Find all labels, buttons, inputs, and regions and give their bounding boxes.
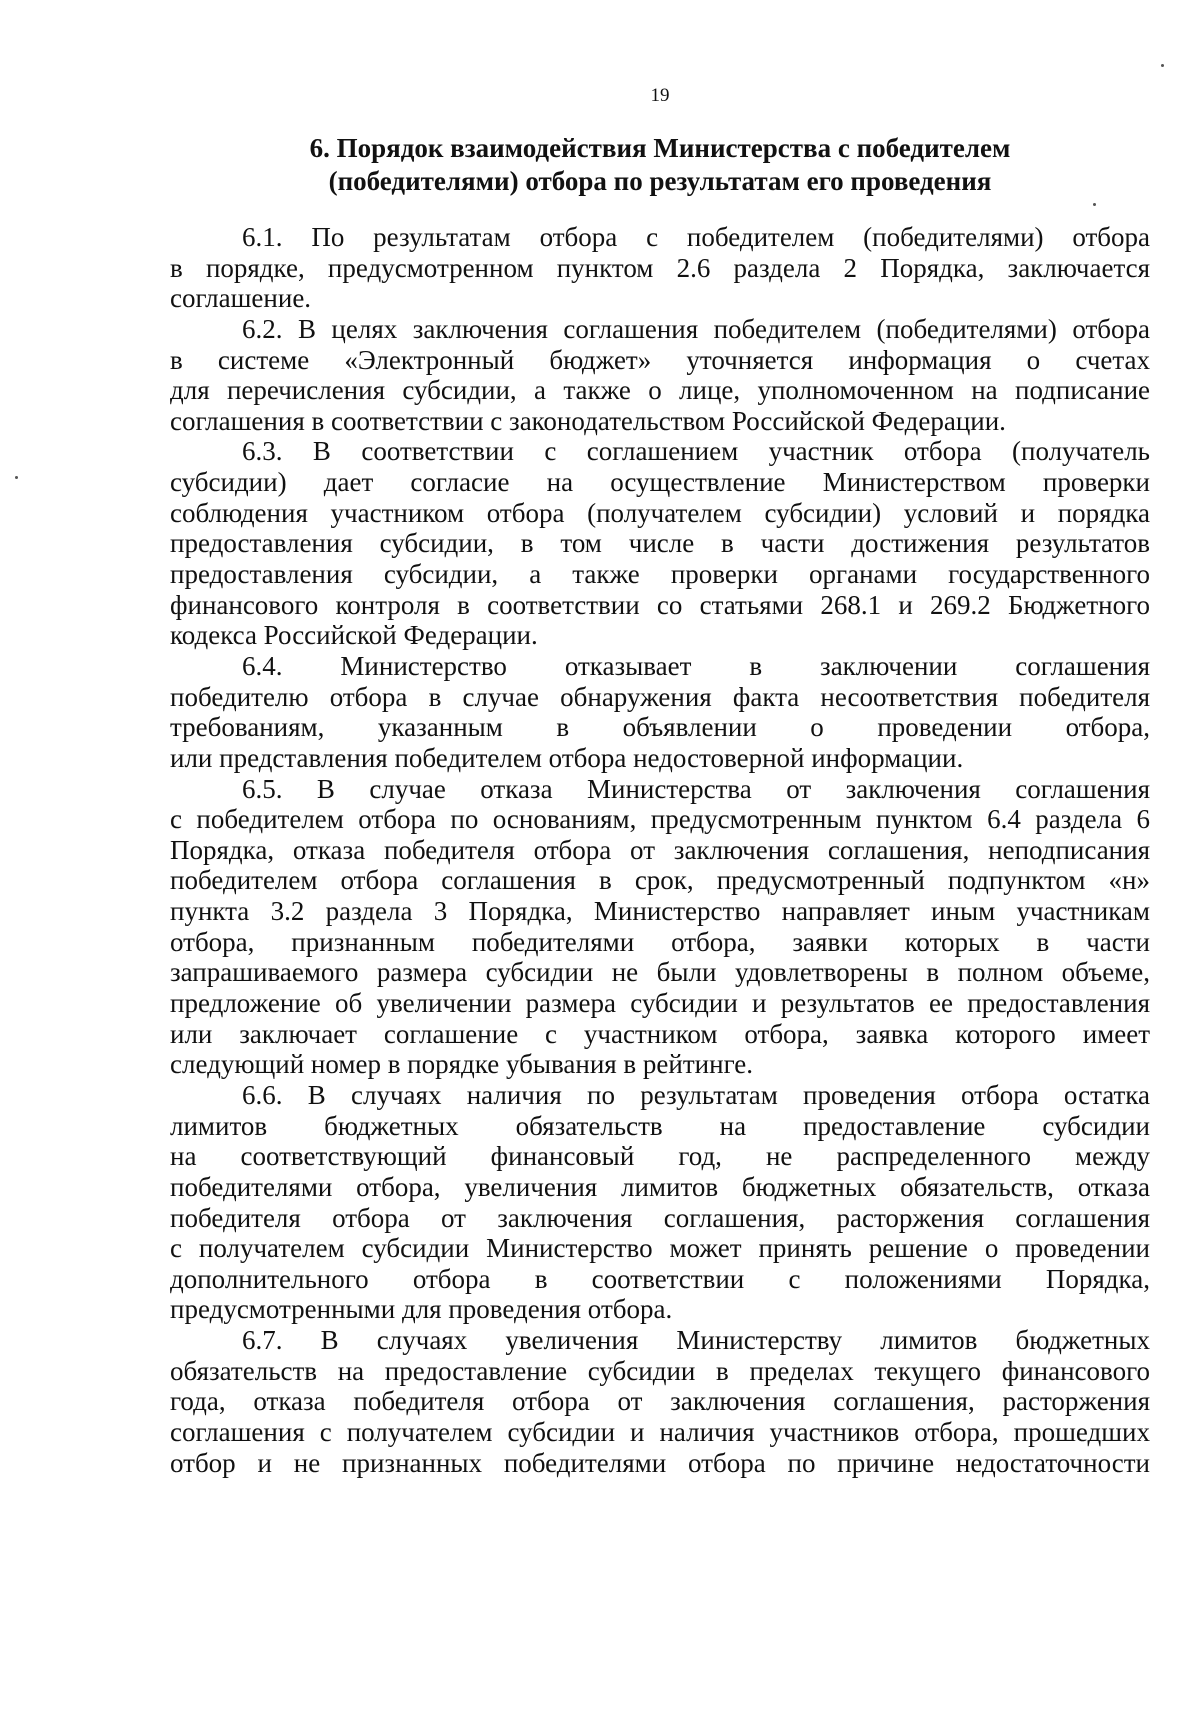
- paragraph-line: победителю отбора в случае обнаружения факта несоответствия победителя: [170, 681, 1150, 712]
- paragraph-line: соглашения в соответствии с законодательством Российской Федерации.: [170, 405, 1006, 436]
- paragraph-line: или представления победителем отбора недостоверной информации.: [170, 742, 964, 773]
- paragraph-line: отбора, признанным победителями отбора, заявки которых в части: [170, 926, 1150, 957]
- paragraph-line: кодекса Российской Федерации.: [170, 620, 538, 651]
- paragraph-line: для перечисления субсидии, а также о лице, уполномоченном на подписание: [170, 375, 1150, 406]
- paragraph-line: запрашиваемого размера субсидии не были удовлетворены в полном объеме,: [170, 957, 1150, 988]
- paragraph-line: 6.3. В соответствии с соглашением участник отбора (получатель: [242, 436, 1150, 467]
- scan-speck: [1093, 203, 1096, 206]
- paragraph-line: предоставления субсидии, а также проверки органами государственного: [170, 559, 1150, 590]
- paragraph-line: в порядке, предусмотренном пунктом 2.6 раздела 2 Порядка, заключается: [170, 252, 1150, 283]
- paragraph: [170, 1080, 1150, 1325]
- paragraph-line: пункта 3.2 раздела 3 Порядка, Министерство направляет иным участникам: [170, 896, 1150, 927]
- paragraph-line: с получателем субсидии Министерство может принять решение о проведении: [170, 1233, 1150, 1264]
- paragraph: [170, 651, 1150, 774]
- paragraph-line: Порядка, отказа победителя отбора от заключения соглашения, неподписания: [170, 834, 1150, 865]
- paragraph-line: в системе «Электронный бюджет» уточняется информация о счетах: [170, 344, 1150, 375]
- paragraph-line: или заключает соглашение с участником отбора, заявка которого имеет: [170, 1018, 1150, 1049]
- paragraph-line: предложение об увеличении размера субсидии и результатов ее предоставления: [170, 988, 1150, 1019]
- paragraph-line: 6.6. В случаях наличия по результатам проведения отбора остатка: [242, 1079, 1150, 1110]
- paragraph-line: года, отказа победителя отбора от заключения соглашения, расторжения: [170, 1386, 1150, 1417]
- paragraph-line: соглашение.: [170, 283, 312, 314]
- paragraph: [170, 314, 1150, 437]
- paragraph-line: предусмотренными для проведения отбора.: [170, 1294, 673, 1325]
- paragraph: [170, 436, 1150, 650]
- paragraph-line: отбор и не признанных победителями отбора по причине недостаточности: [170, 1447, 1150, 1478]
- paragraph-line: 6.2. В целях заключения соглашения победителем (победителями) отбора: [242, 313, 1150, 344]
- paragraph: [170, 774, 1150, 1080]
- paragraph-line: субсидии) дает согласие на осуществление Министерством проверки: [170, 467, 1150, 498]
- paragraph-line: победителя отбора от заключения соглашения, расторжения соглашения: [170, 1202, 1150, 1233]
- paragraph-line: на соответствующий финансовый год, не распределенного между: [170, 1141, 1150, 1172]
- paragraph-line: с победителем отбора по основаниям, предусмотренным пунктом 6.4 раздела 6: [170, 804, 1150, 835]
- paragraph-line: победителями отбора, увеличения лимитов бюджетных обязательств, отказа: [170, 1171, 1150, 1202]
- paragraph-line: 6.5. В случае отказа Министерства от заключения соглашения: [242, 773, 1150, 804]
- scan-speck: [1161, 64, 1164, 67]
- paragraph-line: соблюдения участником отбора (получателем субсидии) условий и порядка: [170, 497, 1150, 528]
- paragraph-line: 6.4. Министерство отказывает в заключении соглашения: [242, 650, 1150, 681]
- paragraph-line: требованиям, указанным в объявлении о проведении отбора,: [170, 712, 1150, 743]
- paragraph-line: следующий номер в порядке убывания в рейтинге.: [170, 1049, 754, 1080]
- section-heading-line-1: 6. Порядок взаимодействия Министерства с победителем: [309, 133, 1011, 163]
- paragraph-line: 6.7. В случаях увеличения Министерству лимитов бюджетных: [242, 1325, 1150, 1356]
- scan-speck: [15, 476, 18, 479]
- paragraph-line: предоставления субсидии, в том числе в части достижения результатов: [170, 528, 1150, 559]
- paragraph: [170, 222, 1150, 314]
- document-body: [170, 222, 1150, 1478]
- paragraph-line: соглашения с получателем субсидии и наличия участников отбора, прошедших: [170, 1416, 1150, 1447]
- paragraph-line: финансового контроля в соответствии со статьями 268.1 и 269.2 Бюджетного: [170, 589, 1150, 620]
- paragraph-line: обязательств на предоставление субсидии в пределах текущего финансового: [170, 1355, 1150, 1386]
- paragraph-line: победителем отбора соглашения в срок, предусмотренный подпунктом «н»: [170, 865, 1150, 896]
- paragraph: [170, 1325, 1150, 1478]
- paragraph-line: 6.1. По результатам отбора с победителем (победителями) отбора: [242, 222, 1150, 252]
- section-heading: [170, 132, 1150, 198]
- page-number: 19: [650, 85, 670, 106]
- paragraph-line: дополнительного отбора в соответствии с положениями Порядка,: [170, 1263, 1150, 1294]
- paragraph-line: лимитов бюджетных обязательств на предоставление субсидии: [170, 1110, 1150, 1141]
- section-heading-line-2: (победителями) отбора по результатам его проведения: [328, 166, 992, 196]
